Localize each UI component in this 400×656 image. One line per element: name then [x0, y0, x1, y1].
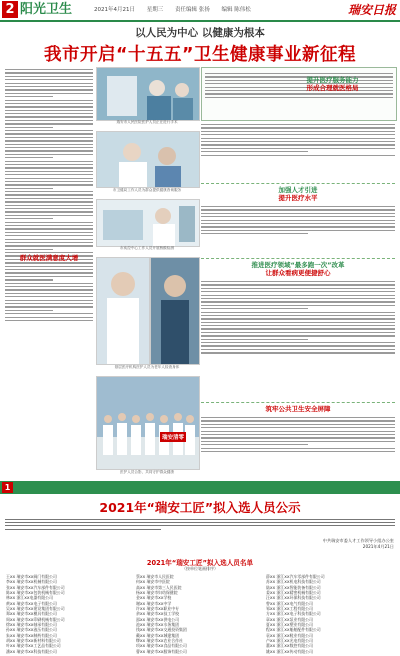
text-line	[5, 181, 93, 182]
text-line	[5, 106, 93, 107]
photo-caption-4: 基层医疗机构医护人员为老年人检查身体	[114, 365, 180, 369]
text-line	[5, 242, 93, 243]
list-item: 林XX 浙江XX电器有限公司	[6, 595, 53, 601]
text-line	[5, 218, 53, 219]
text-line	[201, 148, 395, 149]
list-item: 王XX 瑞安市XX阀门有限公司	[6, 574, 57, 579]
list-item: 曾XX 浙江XX电气有限公司	[266, 600, 313, 606]
article-title: 我市开启“十五五”卫生健康事业新征程	[43, 45, 356, 65]
text-line	[5, 72, 93, 73]
list-item: 戴XX 瑞安市XX城建集团	[136, 632, 180, 638]
list-item: 徐XX 瑞安市XX轴承有限公司	[6, 622, 57, 628]
heading-section-3: 推进医疗领域“最多跑一次”改革	[251, 261, 345, 269]
list-item: 方XX 浙江XX电子科技有限公司	[266, 611, 321, 617]
list-item: 蔡XX 瑞安市人民医院	[136, 574, 174, 579]
text-line	[5, 154, 93, 155]
text-line	[201, 284, 395, 285]
text-line	[5, 320, 93, 321]
list-item: 周XX 瑞安市XX印刷机械有限公司	[6, 616, 65, 622]
text-line	[201, 332, 395, 333]
photo-caption-1: 瑞安市人民医院医护人员正在进行手术	[116, 120, 178, 124]
heading-section-1: 提升医疗服务能力	[306, 76, 359, 84]
text-line	[201, 345, 395, 346]
list-item: 张XX 瑞安市XX汽车部件有限公司	[6, 584, 65, 590]
text-line	[5, 215, 93, 216]
text-line	[201, 226, 395, 227]
photo-testing	[96, 199, 200, 247]
text-line	[201, 295, 395, 296]
text-line	[5, 113, 93, 114]
signature-date: 2021年4月21日	[362, 543, 394, 549]
text-line	[5, 76, 93, 77]
text-line	[201, 144, 395, 145]
notice-text-line	[5, 522, 395, 523]
text-line	[201, 441, 395, 442]
list-item: 黄XX 瑞安市XX电子有限公司	[6, 600, 57, 606]
body-text-right-1	[201, 122, 395, 180]
text-line	[5, 279, 53, 280]
text-line	[5, 116, 93, 117]
text-line	[5, 100, 93, 101]
text-line	[205, 93, 393, 94]
text-line	[5, 147, 93, 148]
text-line	[5, 178, 93, 179]
text-line	[5, 83, 93, 84]
body-text-left	[5, 67, 93, 477]
text-line	[5, 96, 53, 97]
list-item: 何XX 瑞安市中医院	[136, 579, 170, 585]
text-line	[5, 310, 53, 311]
text-line	[5, 296, 93, 297]
text-line	[201, 325, 395, 326]
text-line	[5, 262, 93, 263]
text-line	[5, 140, 93, 141]
list-item: 潘XX 瑞安市XX科技有限公司	[6, 648, 57, 654]
text-line	[201, 141, 395, 142]
text-line	[5, 235, 93, 236]
body-text-right-2	[201, 204, 395, 255]
text-line	[5, 211, 93, 212]
text-line	[5, 293, 93, 294]
text-line	[201, 131, 395, 132]
text-line	[201, 127, 395, 128]
text-line	[201, 134, 395, 135]
body-text-right-4	[201, 415, 395, 477]
list-item: 陈XX 瑞安市XX包装机械有限公司	[6, 590, 65, 596]
photo-promotion	[150, 257, 200, 365]
text-line	[201, 427, 395, 428]
text-line	[205, 73, 393, 74]
text-line	[201, 230, 395, 231]
text-line	[201, 206, 395, 207]
text-line	[5, 161, 93, 162]
text-line	[5, 123, 93, 124]
list-item: 缪XX 瑞安市XX农业合作社	[136, 638, 183, 644]
list-item: 李XX 瑞安市XX机械有限公司	[6, 579, 57, 585]
separator-3	[201, 402, 395, 403]
text-line	[201, 151, 308, 152]
text-line	[5, 232, 93, 233]
list-item: 项XX 瑞安市XX食品有限公司	[136, 643, 187, 649]
text-line	[201, 328, 395, 329]
text-line	[5, 150, 93, 151]
issue-weekday: 星期三	[146, 7, 164, 13]
text-line	[201, 339, 308, 340]
heading-section-2b: 提升医疗水平	[278, 194, 318, 202]
text-line	[201, 437, 395, 438]
heading-section-4: 筑牢公共卫生安全屏障	[265, 405, 331, 413]
text-line	[5, 205, 93, 206]
text-line	[5, 228, 93, 229]
text-line	[201, 138, 395, 139]
text-line	[5, 171, 93, 172]
text-line	[5, 133, 93, 134]
text-line	[201, 451, 395, 452]
text-line	[5, 198, 93, 199]
photo-group	[96, 376, 200, 470]
separator-2	[201, 258, 395, 259]
header-meta	[94, 5, 261, 13]
list-item: 薛XX 浙江XX汽车零部件有限公司	[266, 574, 325, 579]
text-line	[5, 194, 93, 195]
text-line	[5, 249, 53, 250]
announcement-signature	[323, 538, 394, 549]
text-line	[5, 69, 93, 70]
text-line	[201, 124, 395, 125]
list-item: 姜XX 浙江XX精密机械有限公司	[266, 590, 321, 596]
issue-designer: 编辑 陈伟松	[221, 7, 251, 13]
list-item: 陆XX 浙江XX智能装备有限公司	[266, 584, 321, 590]
issue-date: 2021年4月21日	[94, 7, 135, 13]
list-item: 叶XX 瑞安市XX工艺品有限公司	[6, 643, 61, 649]
text-line	[5, 300, 93, 301]
list-item: 汪XX 浙江XX环保科技有限公司	[266, 595, 321, 601]
text-line	[5, 164, 93, 165]
list-title: 2021年“瑞安工匠”拟入选人员名单	[146, 559, 254, 567]
text-line	[5, 157, 53, 158]
text-line	[5, 110, 93, 111]
text-line	[201, 223, 395, 224]
badge-label: 瑞安清零	[160, 432, 186, 442]
text-line	[201, 322, 395, 323]
heading-section-3b: 让群众看病更便捷舒心	[265, 269, 331, 277]
heading-section-1b: 形成合理就医格局	[306, 84, 359, 92]
banner-number: 1	[2, 482, 13, 493]
list-item: 金XX 瑞安市XX学校	[136, 595, 172, 601]
announcement-title: 2021年“瑞安工匠”拟入选人员公示	[99, 500, 301, 515]
text-line	[5, 283, 93, 284]
signature-org: 中共瑞安市委人才工作领导小组办公室	[322, 538, 394, 543]
text-line	[5, 272, 93, 273]
text-line	[5, 266, 93, 267]
article-subtitle: 以人民为中心 以健康为根本	[135, 27, 265, 39]
text-line	[5, 144, 93, 145]
text-line	[5, 86, 93, 87]
announcement-banner	[0, 481, 400, 494]
text-line	[5, 137, 93, 138]
text-line	[201, 420, 395, 421]
photo-caption-3: 市疾控中心工作人员开展核酸检测	[120, 246, 174, 250]
text-line	[5, 184, 93, 185]
text-line	[201, 213, 395, 214]
body-text-right-3	[201, 279, 395, 399]
text-line	[201, 209, 395, 210]
text-line	[5, 289, 93, 290]
text-line	[201, 312, 395, 313]
text-line	[5, 201, 93, 202]
section-name: 阳光卫生	[20, 2, 73, 17]
photo-caption-5: 医护人员合影，共同守护群众健康	[120, 470, 174, 474]
newspaper-logo: 瑞安日报	[347, 3, 396, 17]
list-item: 章XX 浙江XX泵业有限公司	[266, 616, 313, 622]
list-item: 朱XX 瑞安市XX制药有限公司	[6, 632, 57, 638]
text-line	[5, 130, 93, 131]
text-line	[201, 291, 395, 292]
list-item: 夏XX 浙江XX塑业有限公司	[266, 622, 313, 628]
announcement-body	[5, 517, 395, 532]
list-item: 高XX 瑞安市第三人民医院	[136, 584, 182, 590]
text-line	[205, 97, 393, 98]
text-line	[201, 216, 395, 217]
text-line	[5, 222, 93, 223]
text-line	[201, 352, 395, 353]
text-line	[201, 155, 395, 156]
list-item: 谢XX 瑞安市XX中学	[136, 600, 172, 606]
text-line	[5, 89, 93, 90]
text-line	[201, 434, 395, 435]
text-line	[201, 233, 308, 234]
notice-text-line	[5, 529, 161, 530]
list-item: 邹XX 浙江XX工程有限公司	[266, 606, 313, 612]
text-line	[5, 93, 93, 94]
text-line	[201, 305, 395, 306]
text-line	[5, 188, 53, 189]
photo-caption-2: 市卫健局工作人员为群众提供健康咨询服务	[112, 188, 182, 192]
page-header	[0, 0, 400, 22]
name-list-col-3	[266, 574, 396, 654]
text-line	[201, 288, 395, 289]
text-line	[201, 315, 395, 316]
list-item: 孙XX 瑞安市XX液压有限公司	[6, 627, 57, 633]
list-item: 姚XX 浙江XX传动有限公司	[266, 648, 313, 654]
list-item: 许XX 瑞安市XX职业中专	[136, 606, 180, 612]
heading-section-2: 加强人才引进	[278, 186, 318, 194]
text-line	[201, 298, 395, 299]
separator-1	[201, 183, 395, 184]
text-line	[5, 269, 93, 270]
text-line	[5, 286, 93, 287]
text-line	[5, 276, 93, 277]
text-line	[201, 342, 395, 343]
photo-consultation	[96, 131, 200, 188]
list-item: 卢XX 浙江XX光电有限公司	[266, 638, 313, 644]
list-item: 曹XX 瑞安市XX服饰有限公司	[136, 648, 187, 654]
text-line	[201, 335, 395, 336]
text-line	[5, 120, 93, 121]
text-line	[201, 220, 395, 221]
text-line	[5, 239, 93, 240]
list-item: 董XX 浙江XX数控有限公司	[266, 643, 313, 649]
text-line	[5, 103, 93, 104]
text-line	[201, 448, 395, 449]
list-item: 程XX 浙江XX船舶配件有限公司	[266, 627, 321, 633]
notice-text-line	[5, 519, 395, 520]
text-line	[5, 167, 93, 168]
text-line	[5, 208, 93, 209]
list-item: 郑XX 瑞安市XX模具有限公司	[6, 611, 57, 617]
list-item: 吴XX 瑞安市XX建设集团有限公司	[6, 606, 65, 612]
text-line	[5, 306, 93, 307]
list-item: 池XX 瑞安市XX水务集团	[136, 622, 180, 628]
text-line	[5, 317, 93, 318]
list-item: 钱XX 瑞安市XX交通投资集团	[136, 627, 187, 633]
text-line	[201, 281, 395, 282]
text-line	[5, 174, 93, 175]
text-line	[201, 349, 395, 350]
list-item: 苏XX 浙江XX机电科技有限公司	[266, 579, 321, 585]
name-list-col-2	[136, 574, 261, 654]
list-item: 胡XX 瑞安市XX新材料有限公司	[6, 638, 61, 644]
list-item: 袁XX 浙江XX鞋业有限公司	[266, 632, 313, 638]
list-item: 邵XX 瑞安市XX供电公司	[136, 616, 180, 622]
notice-text-line	[5, 525, 395, 526]
list-subtitle: （按单位笔画排序）	[182, 566, 218, 571]
text-line	[5, 313, 93, 314]
page-number: 2	[2, 1, 18, 18]
text-line	[201, 301, 395, 302]
issue-editor: 责任编辑 张扬	[175, 7, 210, 13]
text-line	[5, 191, 93, 192]
photo-surgery	[96, 67, 200, 121]
text-line	[201, 424, 395, 425]
text-line	[201, 318, 395, 319]
text-line	[5, 303, 93, 304]
list-item: 杨XX 瑞安市妇幼保健院	[136, 590, 178, 596]
text-line	[201, 444, 308, 445]
text-line	[201, 308, 308, 309]
text-line	[5, 245, 93, 246]
text-line	[201, 431, 395, 432]
name-list-col-1	[6, 574, 131, 654]
text-line	[5, 225, 93, 226]
list-item: 余XX 瑞安市XX技工学校	[136, 611, 180, 617]
text-line	[5, 127, 53, 128]
photo-elderly-checkup	[96, 257, 150, 365]
text-line	[201, 417, 395, 418]
text-line	[5, 79, 93, 80]
heading-left-1: 群众就医满意度大增	[19, 254, 79, 262]
